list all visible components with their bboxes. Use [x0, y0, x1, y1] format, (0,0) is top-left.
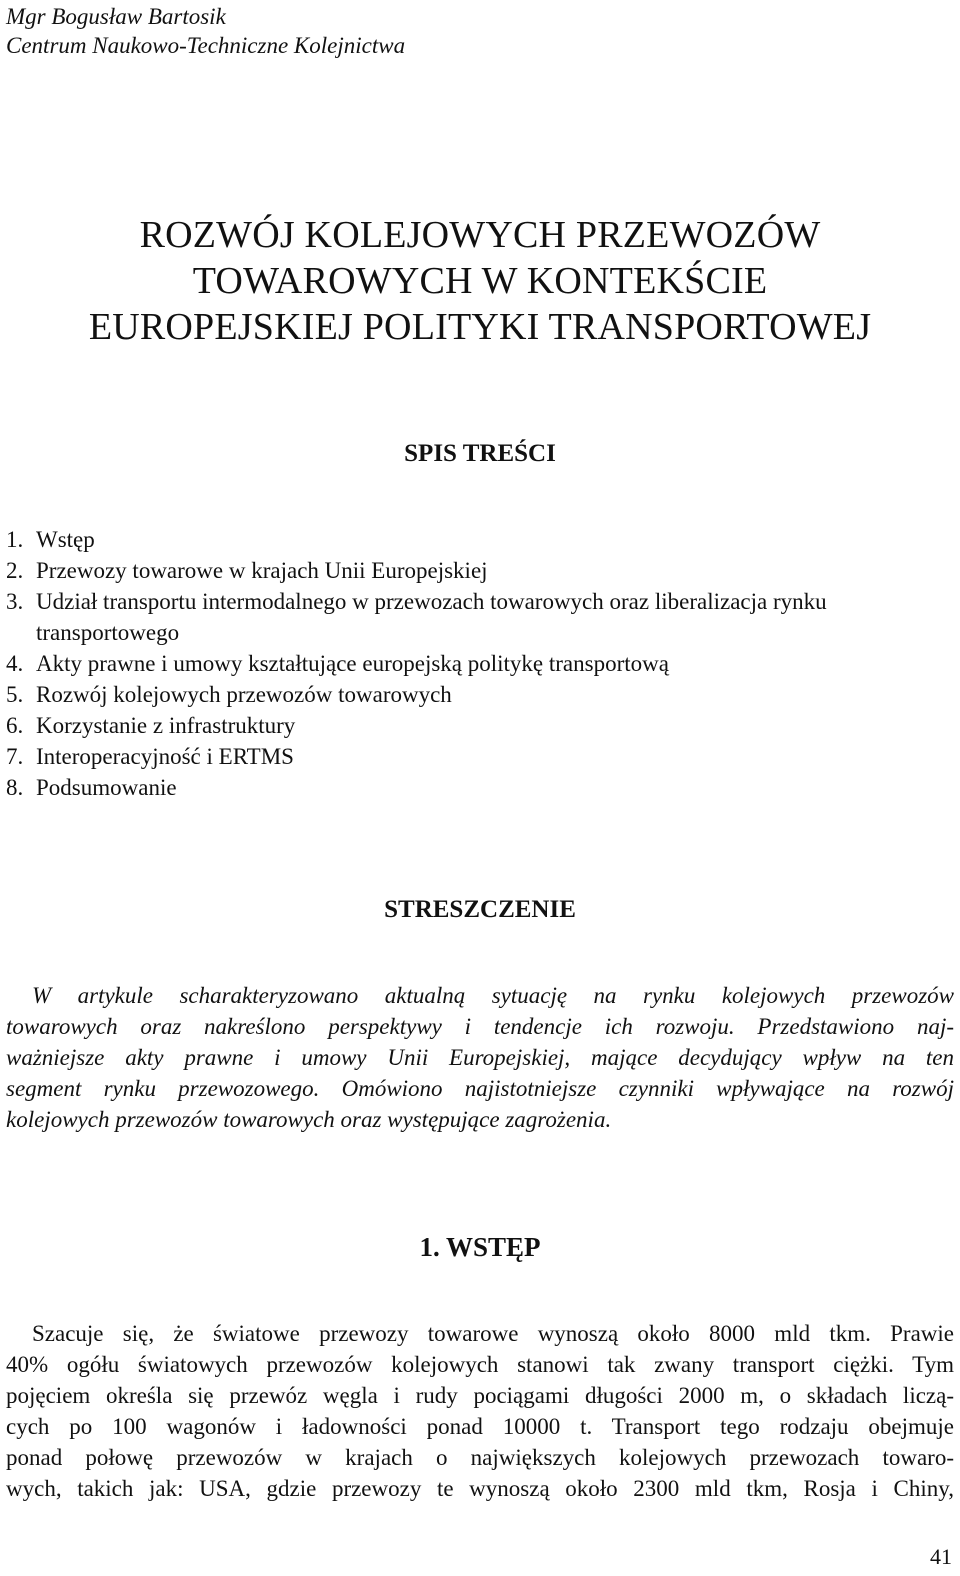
- toc-item-text: Rozwój kolejowych przewozów towarowych: [36, 682, 452, 707]
- toc-heading: SPIS TREŚCI: [404, 440, 556, 467]
- section-heading: 1. WSTĘP: [419, 1232, 541, 1262]
- abstract-line: ważniejsze akty prawne i umowy Unii Europejskiej, mające decydujący wpływ na ten: [6, 1045, 954, 1070]
- title-line-3: EUROPEJSKIEJ POLITYKI TRANSPORTOWEJ: [88, 306, 872, 348]
- toc-item: [6, 710, 956, 741]
- body-line: ponad połowę przewozów w krajach o największych kolejowych przewozach towaro-: [6, 1445, 954, 1470]
- toc-item: [6, 648, 956, 679]
- article-title: [0, 212, 960, 350]
- section-body: [6, 1318, 954, 1504]
- toc-item: [6, 586, 956, 648]
- toc-item-number: 3.: [6, 589, 24, 614]
- toc-item-text: Korzystanie z infrastruktury: [36, 713, 296, 738]
- toc-item-text: Przewozy towarowe w krajach Unii Europejskiej: [36, 558, 488, 583]
- body-line: wych, takich jak: USA, gdzie przewozy te wynoszą około 2300 mld tkm, Rosja i Chiny,: [6, 1476, 954, 1501]
- toc-item-number: 6.: [6, 713, 24, 738]
- abstract-line: segment rynku przewozowego. Omówiono najistotniejsze czynniki wpływające na rozwój: [6, 1076, 954, 1101]
- abstract-line: towarowych oraz nakreślono perspektywy i tendencje ich rozwoju. Przedstawiono naj-: [6, 1014, 954, 1039]
- body-line: Szacuje się, że światowe przewozy towarowe wynoszą około 8000 mld tkm. Prawie: [32, 1321, 954, 1346]
- toc-item-text: Interoperacyjność i ERTMS: [36, 744, 294, 769]
- toc-item-number: 5.: [6, 682, 24, 707]
- author-affiliation: Centrum Naukowo-Techniczne Kolejnictwa: [6, 33, 406, 58]
- toc-item-number: 7.: [6, 744, 24, 769]
- table-of-contents: [6, 524, 956, 803]
- author-name: Mgr Bogusław Bartosik: [6, 4, 226, 29]
- toc-item-number: 8.: [6, 775, 24, 800]
- body-line: 40% ogółu światowych przewozów kolejowych stanowi tak zwany transport ciężki. Tym: [6, 1352, 954, 1377]
- toc-item: [6, 679, 956, 710]
- body-line: cych po 100 wagonów i ładowności ponad 10000 t. Transport tego rodzaju obejmuje: [6, 1414, 954, 1439]
- title-line-1: ROZWÓJ KOLEJOWYCH PRZEWOZÓW: [139, 214, 821, 256]
- toc-item-text: Podsumowanie: [36, 775, 177, 800]
- abstract-text: [6, 980, 954, 1135]
- toc-item-text: Wstęp: [36, 527, 95, 552]
- author-block: [6, 2, 405, 60]
- toc-item-number: 4.: [6, 651, 24, 676]
- toc-item: [6, 555, 956, 586]
- page-number: 41: [930, 1544, 952, 1569]
- toc-item: [6, 741, 956, 772]
- body-line: pojęciem określa się przewóz węgla i rudy pociągami długości 2000 m, o składach liczą-: [6, 1383, 954, 1408]
- toc-item-text: Udział transportu intermodalnego w przewozach towarowych oraz liberalizacja rynku transportowego: [36, 589, 827, 645]
- title-line-2: TOWAROWYCH W KONTEKŚCIE: [192, 260, 768, 302]
- abstract-line: kolejowych przewozów towarowych oraz występujące zagrożenia.: [6, 1107, 612, 1132]
- toc-item-number: 2.: [6, 558, 24, 583]
- toc-item: [6, 524, 956, 555]
- toc-item: [6, 772, 956, 803]
- toc-item-number: 1.: [6, 527, 24, 552]
- toc-item-text: Akty prawne i umowy kształtujące europejską politykę transportową: [36, 651, 669, 676]
- abstract-line: W artykule scharakteryzowano aktualną sytuację na rynku kolejowych przewozów: [32, 983, 954, 1008]
- abstract-heading: STRESZCZENIE: [384, 896, 576, 923]
